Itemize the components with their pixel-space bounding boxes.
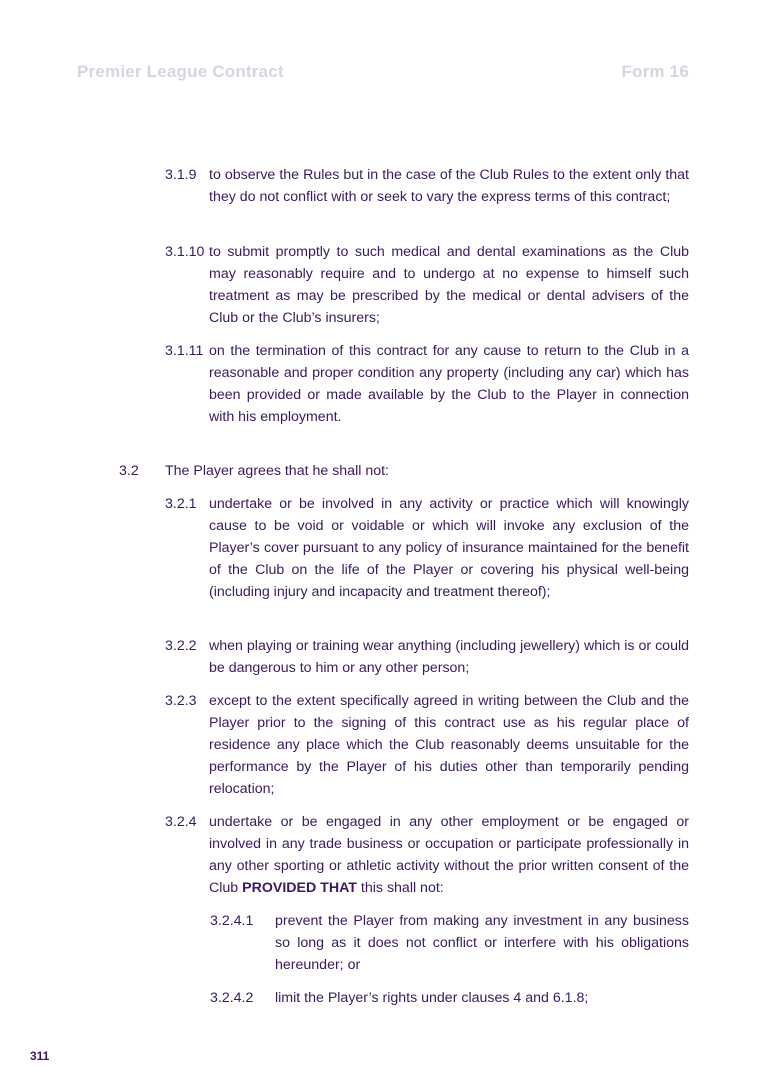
clause-3-2-4-1 xyxy=(210,910,689,976)
clause-3-1-9 xyxy=(165,164,689,208)
provided-that-emphasis: PROVIDED THAT xyxy=(242,880,357,896)
clause-3-2 xyxy=(119,460,689,482)
clause-number: 3.1.11 xyxy=(165,343,204,359)
clause-text: undertake or be involved in any activity or practice which will knowingly cause to be void or voidable or which will invoke any exclusion of the Player’s cover pursuant to any policy of insurance maintained for the benefit of the Club on the life of the Player or covering his physical well-being (including injury and incapacity and treatment thereof); xyxy=(209,496,689,600)
clause-number: 3.1.10 xyxy=(165,244,205,260)
clause-text: to submit promptly to such medical and dental examinations as the Club may reasonably require and to undergo at no expense to himself such treatment as may be prescribed by the medical or dental advisers of the Club or the Club’s insurers; xyxy=(209,244,689,326)
clause-3-2-2 xyxy=(165,635,689,679)
clause-3-2-4-2 xyxy=(210,987,689,1009)
clause-number: 3.2.3 xyxy=(165,693,197,709)
clause-number: 3.2 xyxy=(119,463,139,479)
clause-text-main: undertake or be engaged in any other employment or be engaged or involved in any trade business or occupation or participate professionally in any other sporting or athletic activity without the prior written consent of the Club xyxy=(209,814,689,896)
form-label: Form 16 xyxy=(621,62,689,81)
clause-text-tail: this shall not: xyxy=(360,880,444,896)
clause-number: 3.2.4 xyxy=(165,814,197,830)
clause-3-2-4 xyxy=(165,811,689,899)
clause-text: The Player agrees that he shall not: xyxy=(165,463,389,479)
clause-number: 3.1.9 xyxy=(165,167,197,183)
clause-3-2-1 xyxy=(165,493,689,603)
clause-text: prevent the Player from making any investment in any business so long as it does not conflict or interfere with his obligations hereunder; or xyxy=(275,913,689,973)
page-number: 311 xyxy=(30,1049,50,1063)
clause-text: except to the extent specifically agreed in writing between the Club and the Player prior to the signing of this contract use as his regular place of residence any place which the Club reasonably deems unsuitable for the performance by the Player of his duties other than temporarily pending relocation; xyxy=(209,693,689,797)
clause-number: 3.2.4.1 xyxy=(210,913,254,929)
clause-text: limit the Player’s rights under clauses 4 and 6.1.8; xyxy=(275,990,589,1006)
clause-text: when playing or training wear anything (including jewellery) which is or could be dangerous to him or any other person; xyxy=(209,638,689,676)
clause-text xyxy=(209,811,689,899)
clause-3-2-3 xyxy=(165,690,689,800)
clause-text: on the termination of this contract for any cause to return to the Club in a reasonable and proper condition any property (including any car) which has been provided or made available by the Club to the Player in connection with his employment. xyxy=(209,343,689,425)
clause-number: 3.2.1 xyxy=(165,496,197,512)
clause-text: to observe the Rules but in the case of the Club Rules to the extent only that they do not conflict with or seek to vary the express terms of this contract; xyxy=(209,167,689,205)
clause-3-1-10 xyxy=(165,241,689,329)
clause-number: 3.2.2 xyxy=(165,638,197,654)
clause-3-1-11 xyxy=(165,340,689,428)
document-title: Premier League Contract xyxy=(77,62,284,81)
clause-number: 3.2.4.2 xyxy=(210,990,254,1006)
